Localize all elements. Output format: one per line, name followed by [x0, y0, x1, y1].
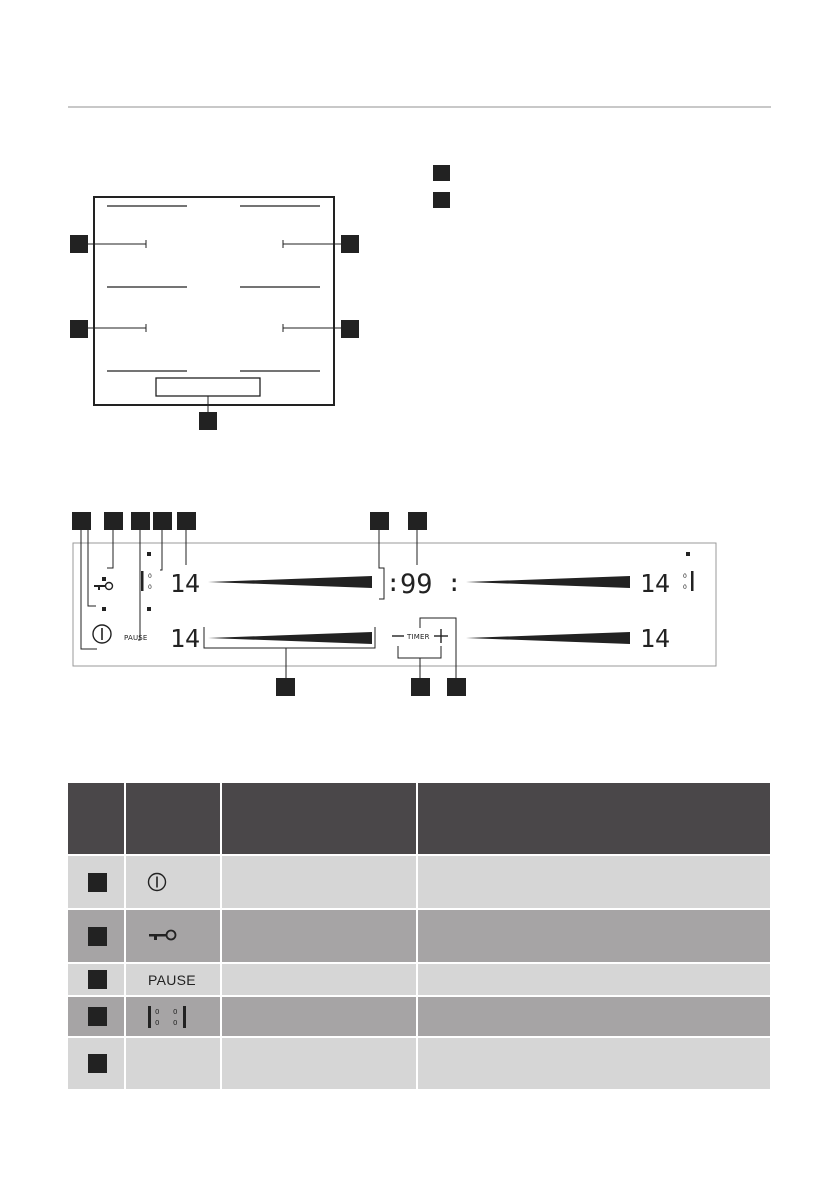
callout-square-icon: [88, 970, 107, 989]
callout-square-icon: [70, 235, 88, 253]
bridge-indicator-icon: [146, 1005, 190, 1029]
timer-display: 99: [400, 569, 433, 600]
table-header-cell: [221, 783, 417, 855]
pause-label: PAUSE: [124, 634, 148, 642]
svg-text:0: 0: [155, 1018, 160, 1027]
power-icon: [146, 871, 168, 893]
callout-square-icon: [199, 412, 217, 430]
table-header-cell: [417, 783, 770, 855]
power-slider-wedge: [466, 632, 630, 644]
key-lock-icon: [146, 928, 180, 944]
panel-callout-squares-top: [72, 512, 427, 530]
table-row: [68, 963, 770, 996]
svg-text:0: 0: [683, 573, 688, 580]
callout-leaders: [88, 240, 341, 412]
svg-text:0: 0: [173, 1018, 178, 1027]
callout-square-icon: [88, 927, 107, 946]
control-functions-table: [68, 783, 770, 1089]
svg-text:0: 0: [148, 573, 153, 580]
svg-text:0: 0: [683, 584, 688, 591]
zone-power-display: 14: [640, 624, 671, 653]
timer-colon-left: :: [386, 569, 401, 597]
table-row: [68, 996, 770, 1037]
table-row: [68, 855, 770, 909]
zone-power-display: 14: [640, 569, 671, 598]
zone-power-display: 14: [170, 569, 201, 598]
table-header-row: [68, 783, 770, 855]
panel-leaders: [81, 530, 456, 678]
callout-square-icon: [88, 873, 107, 892]
bridge-indicator-icon: [141, 571, 152, 591]
power-slider-wedge: [208, 576, 372, 588]
power-slider-wedge: [208, 632, 372, 644]
timer-label: TIMER: [407, 633, 430, 641]
callout-square-icon: [88, 1054, 107, 1073]
pause-symbol-label: PAUSE: [148, 972, 196, 988]
bridge-indicator-icon: [683, 571, 694, 591]
timer-colon-right: :: [447, 569, 462, 597]
panel-callout-squares-bottom: [276, 678, 466, 696]
svg-text:0: 0: [148, 584, 153, 591]
table-row: [68, 1037, 770, 1089]
power-slider-wedge: [466, 576, 630, 588]
callout-square-icon: [341, 235, 359, 253]
callout-square-icon: [70, 320, 88, 338]
key-lock-icon: [94, 583, 113, 591]
callout-square-icon: [341, 320, 359, 338]
table-row: [68, 909, 770, 963]
table-header-cell: [125, 783, 221, 855]
cooking-zone-lines: [107, 206, 320, 371]
table-header-cell: [68, 783, 125, 855]
zone-power-display: 14: [170, 624, 201, 653]
control-panel-box: [156, 378, 260, 396]
callout-square-icon: [88, 1007, 107, 1026]
svg-text:0: 0: [173, 1007, 178, 1016]
power-icon: [93, 625, 111, 643]
svg-text:0: 0: [155, 1007, 160, 1016]
hob-outline: [94, 197, 334, 405]
